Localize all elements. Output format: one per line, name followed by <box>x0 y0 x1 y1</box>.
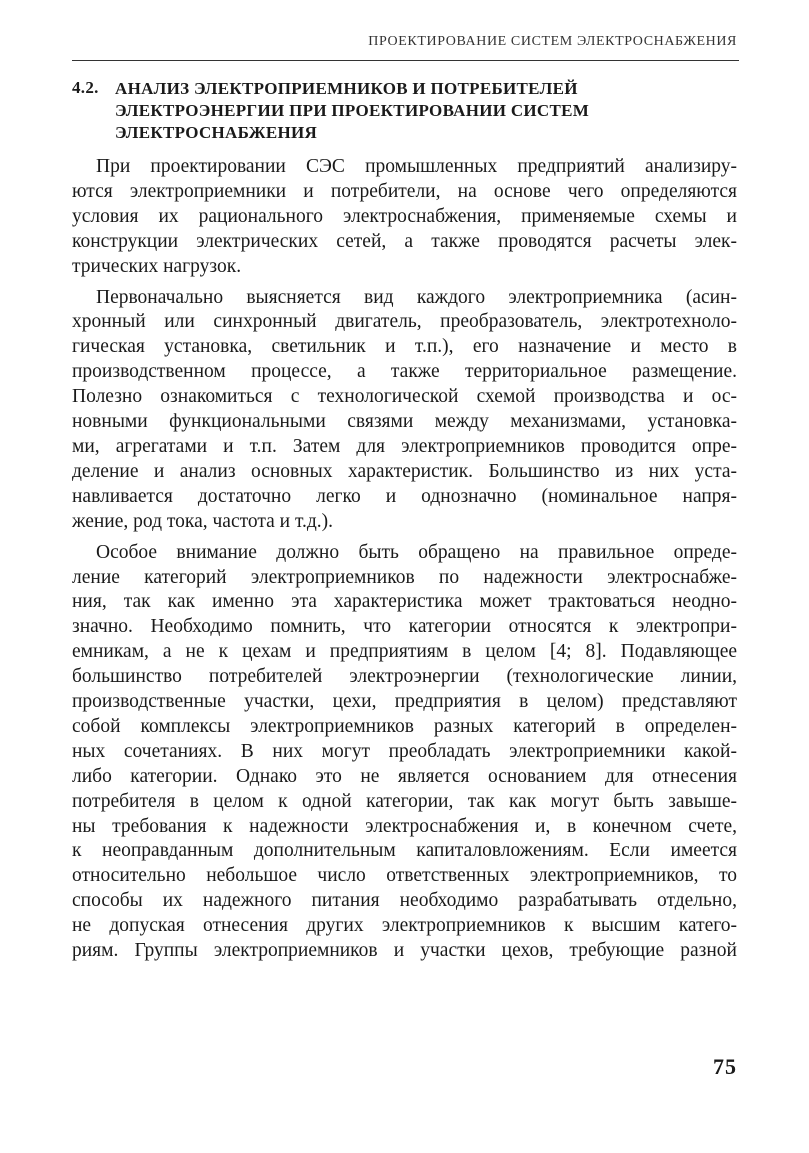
text-line: не допуская отнесения других электроприемников к высшим катего- <box>72 915 737 937</box>
text-line: большинство потребителей электроэнергии (технологические линии, <box>72 666 737 688</box>
text-line: деление и анализ основных характеристик. Большинство из них уста- <box>72 460 737 482</box>
text-line: либо категории. Однако это не является основанием для отнесения <box>72 765 737 787</box>
text-line: новными функциональными связями между механизмами, установка- <box>72 411 737 433</box>
text-line: навливается достаточно легко и однозначно (номинальное напря- <box>72 485 737 507</box>
header-rule <box>72 60 739 61</box>
section-title <box>115 78 715 144</box>
text-line: хронный или синхронный двигатель, преобразователь, электротехноло- <box>72 311 737 333</box>
text-line: конструкции электрических сетей, а также проводятся расчеты элек- <box>72 230 737 252</box>
section-title-line: ЭЛЕКТРОСНАБЖЕНИЯ <box>115 123 318 142</box>
section-number: 4.2. <box>72 78 99 97</box>
text-line: трических нагрузок. <box>72 255 242 277</box>
text-line: Особое внимание должно быть обращено на правильное опреде- <box>96 541 737 563</box>
text-line: гическая установка, светильник и т.п.), его назначение и место в <box>72 336 737 358</box>
text-line: условия их рационального электроснабжения, применяемые схемы и <box>72 205 737 227</box>
text-line: риям. Группы электроприемников и участки цехов, требующие разной <box>72 940 737 962</box>
text-line: жение, род тока, частота и т.д.). <box>72 510 334 532</box>
text-line: собой комплексы электроприемников разных категорий в определен- <box>72 715 737 737</box>
text-line: При проектировании СЭС промышленных предприятий анализиру- <box>96 156 737 177</box>
section-title-line: ЭЛЕКТРОЭНЕРГИИ ПРИ ПРОЕКТИРОВАНИИ СИСТЕМ <box>115 101 590 120</box>
text-line: ния, так как именно эта характеристика может трактоваться неодно- <box>72 591 737 613</box>
section-title-line: АНАЛИЗ ЭЛЕКТРОПРИЕМНИКОВ И ПОТРЕБИТЕЛЕЙ <box>115 79 578 98</box>
text-line: ются электроприемники и потребители, на основе чего определяются <box>72 180 737 202</box>
text-line: производственные участки, цехи, предприятия в целом) представляют <box>72 691 737 713</box>
text-line: значно. Необходимо помнить, что категории относятся к электропри- <box>72 616 737 638</box>
running-head: ПРОЕКТИРОВАНИЕ СИСТЕМ ЭЛЕКТРОСНАБЖЕНИЯ <box>368 34 737 49</box>
paragraph-1 <box>72 155 737 280</box>
paragraph-3 <box>72 541 737 964</box>
text-line: производственном процессе, а также территориальное размещение. <box>72 361 737 383</box>
paragraph-2 <box>72 286 737 535</box>
text-line: ление категорий электроприемников по надежности электроснабже- <box>72 566 737 588</box>
text-line: способы их надежного питания необходимо разрабатывать отдельно, <box>72 890 737 912</box>
text-line: емникам, а не к цехам и предприятиям в целом [4; 8]. Подавляющее <box>72 641 737 663</box>
text-line: ми, агрегатами и т.п. Затем для электроприемников проводится опре- <box>72 435 737 457</box>
text-line: ных сочетаниях. В них могут преобладать электроприемники какой- <box>72 740 737 762</box>
text-line: к неоправданным дополнительным капиталовложениям. Если имеется <box>72 840 737 862</box>
text-line: относительно небольшое число ответственных электроприемников, то <box>72 865 737 887</box>
text-line: потребителя в целом к одной категории, так как могут быть завыше- <box>72 790 737 812</box>
text-line: Первоначально выясняется вид каждого электроприемника (асин- <box>96 286 737 308</box>
body-text <box>72 155 737 970</box>
text-line: Полезно ознакомиться с технологической схемой производства и ос- <box>72 386 737 408</box>
page-number: 75 <box>713 1054 737 1079</box>
text-line: ны требования к надежности электроснабжения и, в конечном счете, <box>72 815 737 837</box>
